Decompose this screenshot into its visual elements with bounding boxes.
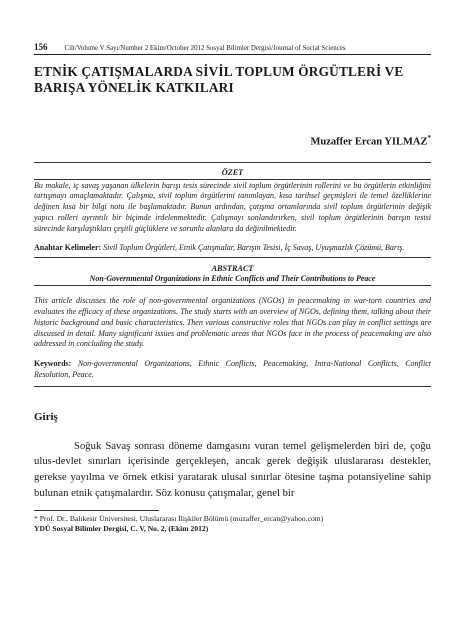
title-line-2: BARIŞA YÖNELİK KATKILARI [34,80,234,95]
author [34,134,431,148]
ozet-text: Bu makale, iç savaş yaşanan ülkelerin barışı tesis sürecinde sivil toplum örgütlerinin rollerini ve bu örgütlerin etkinliğini tartışmayı amaçlamaktadır. Çalışma, sivil toplum örgütlerini tanımlayan, kısa tarihsel geçmişleri ile temel özelliklerine değinen kısa bir bilgi notu ile başlamaktadır. Bunun ardından, çatışma ortamlarında sivil toplum örgütlerinin değişik yapıcı rolleri ayrıntılı bir biçimde irdelenmektedir. Çalışmayı sonlandırırken, sivil toplum örgütlerinin barışın tesisi sürecinde karşılaştıkları çeşitli güçlüklere ve sorunlu alanlara da değinilmektedir. [34,180,431,233]
running-header [34,42,431,52]
journal-info: Cilt/Volume V Sayı/Number 2 Ekim/October 2012 Sosyal Bilimler Dergisi/Journal of Social Sciences [64,45,346,52]
author-name: Muzaffer Ercan YILMAZ [310,136,428,148]
abstract-text: This article discusses the role of non-governmental organizations (NGOs) in peacemaking in war-torn countries and evaluates the efficacy of these organizations. The study starts with an overview of NGOs, defining them, talking about their historic background and basic characteristics. Then various constructive roles that NGOs can play in conflict settings are discussed in detail. Many significant issues and problematic areas that NGOs face in the process of peacemaking are also addressed in concluding the study. [34,296,431,349]
footnote-rule [34,510,159,511]
abstract-keywords [34,359,431,381]
giris-paragraph: Soğuk Savaş sonrası döneme damgasını vuran temel gelişmelerden biri de, çoğu ulus-devlet sınırları içerisinde gerçekleşen, ancak gerek değişik uluslararası destekler, gerekse yayılma ve örnek etkisi yaratarak ulusal sınırlar ötesine taşma potansiyeline sahip bulunan etnik çatışmalardır. Söz konusu çatışmalar, genel bir [34,439,431,499]
journal-page [34,42,431,533]
page-number: 156 [34,42,48,52]
ozet-keywords [34,243,431,254]
abstract-heading-rule [34,285,431,286]
article-title [34,64,431,96]
abstract-top-rule [34,257,431,258]
title-line-1: ETNİK ÇATIŞMALARDA SİVİL TOPLUM ÖRGÜTLERİ VE [34,64,404,79]
ozet-heading-rule [34,179,431,180]
author-footnote-mark: * [427,134,431,142]
ozet-top-rule [34,162,431,163]
footnote [34,514,431,533]
footnote-citation: YDÜ Sosyal Bilimler Dergisi, C. V, No. 2, (Ekim 2012) [34,523,209,533]
ozet-keywords-label: Anahtar Kelimeler: [34,243,102,253]
abstract-heading: ABSTRACT [211,264,254,274]
footnote-affiliation: * Prof. Dr., Balıkesir Üniversitesi, Uluslararası İlişkiler Bölümü (muzaffer_ercan@yahoo.com) [34,514,324,524]
ozet-heading: ÖZET [221,167,244,177]
section-heading-giris: Giriş [34,410,58,423]
ozet-keywords-text: Sivil Toplum Örgütleri, Etnik Çatışmalar, Barışın Tesisi, İç Savaş, Uyuşmazlık Çözümü, Barış. [103,243,405,253]
header-rule [34,54,431,55]
abstract-keywords-text: Non-governmental Organizations, Ethnic Conflicts, Peacemaking, Intra-National Conflicts, Conflict Resolution, Peace. [34,359,431,380]
abstract-title: Non-Governmental Organizations in Ethnic Conflicts and Their Contributions to Peace [89,274,376,284]
abstract-keywords-label: Keywords: [34,359,72,369]
abstract-bottom-rule [34,386,431,387]
